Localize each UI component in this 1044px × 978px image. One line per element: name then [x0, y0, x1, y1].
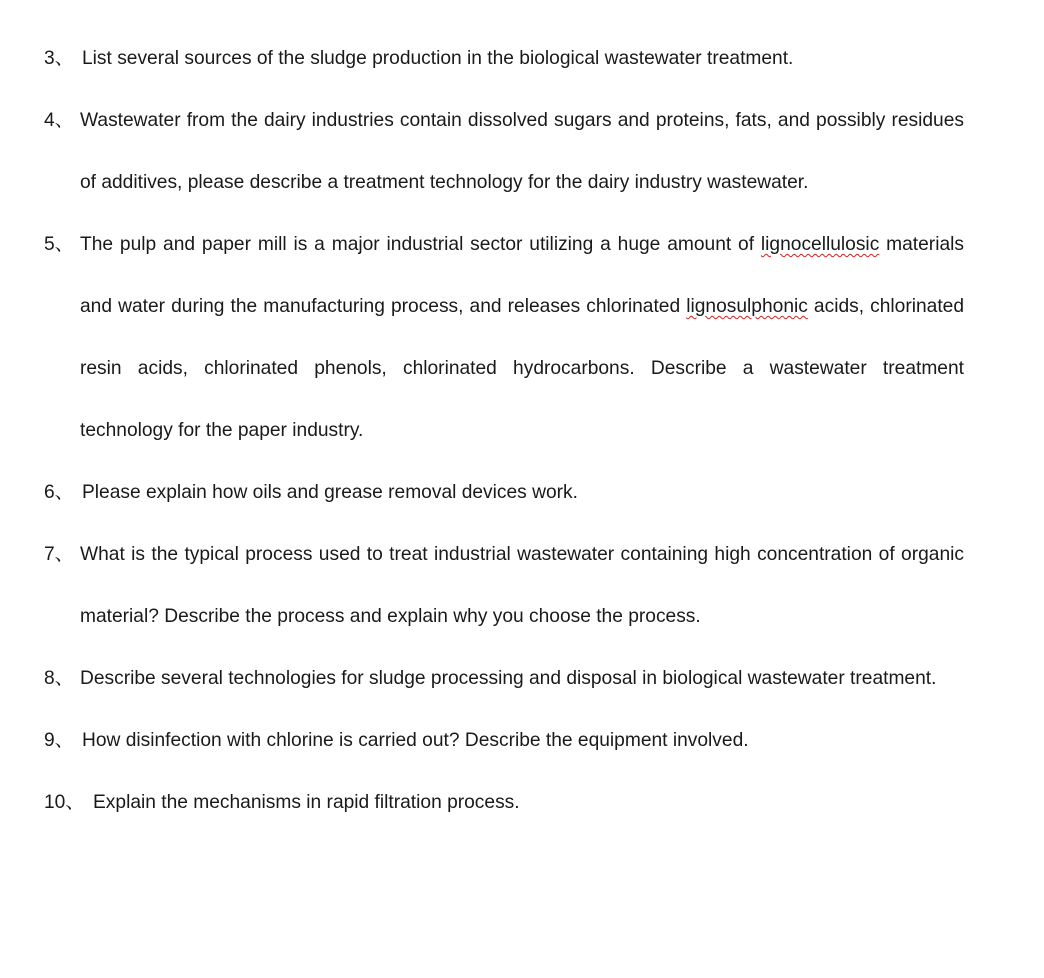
question-5	[44, 214, 964, 462]
question-4	[44, 90, 964, 214]
question-10	[44, 772, 964, 834]
question-6	[44, 462, 964, 524]
question-text: Explain the mechanisms in rapid filtration process.	[93, 792, 520, 813]
spellcheck-flagged-word[interactable]: lignocellulosic	[760, 234, 880, 255]
question-list	[44, 28, 964, 834]
question-text	[44, 214, 964, 462]
question-3	[44, 28, 964, 90]
question-7	[44, 524, 964, 648]
question-text-part: acids, chlorinated resin acids, chlorinated phenols, chlorinated hydrocarbons. Describe a wastewater treatment technology for the paper industry.	[80, 296, 965, 441]
question-text: What is the typical process used to treat industrial wastewater containing high concentration of organic material? Describe the process and explain why you choose the process.	[80, 544, 964, 627]
spellcheck-flagged-word[interactable]: lignosulphonic	[686, 296, 808, 317]
question-number: 10、	[44, 792, 85, 813]
question-text: Describe several technologies for sludge processing and disposal in biological wastewater treatment.	[80, 668, 937, 689]
question-number: 7、	[44, 544, 74, 565]
question-text: How disinfection with chlorine is carried out? Describe the equipment involved.	[82, 730, 749, 751]
question-9	[44, 710, 964, 772]
question-text: Please explain how oils and grease removal devices work.	[82, 482, 578, 503]
question-8	[44, 648, 964, 710]
question-text: List several sources of the sludge production in the biological wastewater treatment.	[82, 48, 794, 69]
question-number: 4、	[44, 110, 74, 131]
question-number: 9、	[44, 730, 74, 751]
question-number: 8、	[44, 668, 74, 689]
question-text: Wastewater from the dairy industries contain dissolved sugars and proteins, fats, and possibly residues of additives, please describe a treatment technology for the dairy industry wastewater.	[80, 110, 964, 193]
question-number: 5、	[44, 234, 74, 255]
question-number: 6、	[44, 482, 74, 503]
question-number: 3、	[44, 48, 74, 69]
question-text-part: The pulp and paper mill is a major industrial sector utilizing a huge amount of	[80, 234, 761, 255]
question-text-part: materials and water during the manufacturing process, and releases chlorinated	[80, 234, 964, 317]
